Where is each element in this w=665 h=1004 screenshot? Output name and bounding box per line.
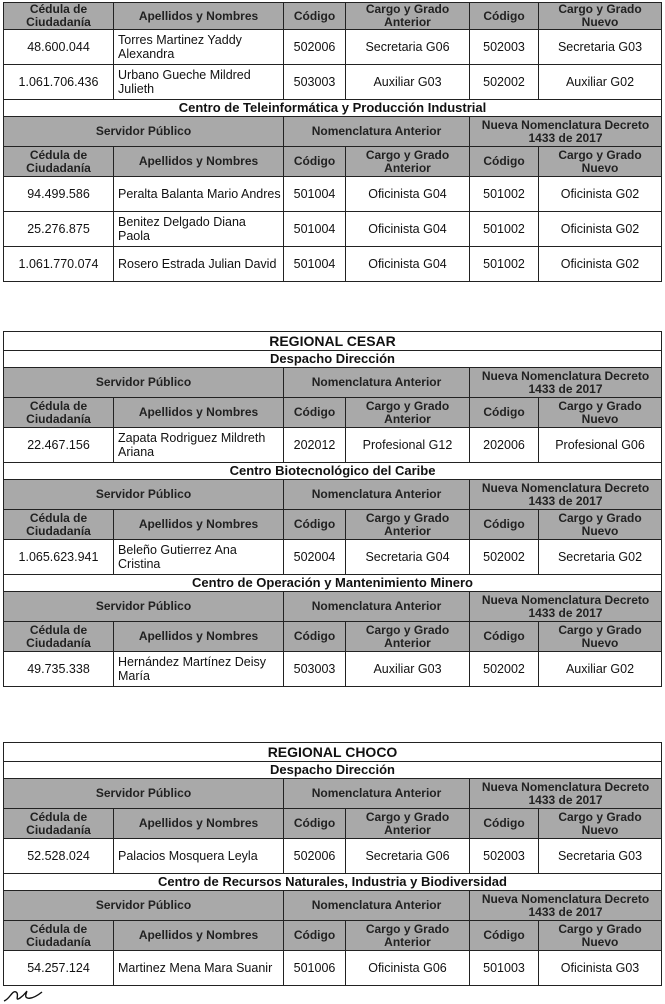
section-row [4,874,662,891]
header-codigo: Código [470,921,539,951]
header-cedula: Cédula de Ciudadanía [4,921,114,951]
header-servidor: Servidor Público [4,368,284,398]
column-header-row [4,809,662,839]
regional-title: REGIONAL CHOCO [4,743,662,762]
cell-codigo-nuevo: 202006 [470,428,539,463]
cell-nombre: Torres Martinez Yaddy Alexandra [114,30,284,65]
cell-codigo-anterior: 502004 [284,540,346,575]
cell-cedula: 52.528.024 [4,839,114,874]
cell-codigo-anterior: 502006 [284,839,346,874]
table-row [4,247,662,282]
header-nomenclatura-anterior: Nomenclatura Anterior [284,891,470,921]
cell-cargo-anterior: Secretaria G06 [346,839,470,874]
table-row [4,652,662,687]
section-title: Despacho Dirección [4,351,662,368]
header-codigo: Código [284,398,346,428]
cell-cargo-anterior: Auxiliar G03 [346,65,470,100]
header-cedula: Cédula de Ciudadanía [4,622,114,652]
cell-cargo-nuevo: Oficinista G02 [539,247,662,282]
cell-cargo-anterior: Secretaria G04 [346,540,470,575]
cell-codigo-anterior: 502006 [284,30,346,65]
header-codigo: Código [284,622,346,652]
group-header-row [4,480,662,510]
header-apellidos: Apellidos y Nombres [114,510,284,540]
cell-cargo-nuevo: Secretaria G03 [539,30,662,65]
group-header-row [4,891,662,921]
cell-codigo-nuevo: 502003 [470,839,539,874]
table-row [4,839,662,874]
header-cedula: Cédula de Ciudadanía [4,398,114,428]
cell-cedula: 22.467.156 [4,428,114,463]
group-header-row [4,117,662,147]
header-cargo-nuevo: Cargo y Grado Nuevo [539,3,662,30]
header-cargo-nuevo: Cargo y Grado Nuevo [539,398,662,428]
cell-codigo-anterior: 501006 [284,951,346,986]
cell-cargo-nuevo: Oficinista G03 [539,951,662,986]
cell-cargo-nuevo: Secretaria G02 [539,540,662,575]
header-nueva-nomenclatura: Nueva Nomenclatura Decreto 1433 de 2017 [470,891,662,921]
cell-nombre: Palacios Mosquera Leyla [114,839,284,874]
section-row [4,100,662,117]
header-cedula: Cédula de Ciudadanía [4,147,114,177]
header-nomenclatura-anterior: Nomenclatura Anterior [284,779,470,809]
header-nomenclatura-anterior: Nomenclatura Anterior [284,480,470,510]
cell-codigo-anterior: 503003 [284,65,346,100]
cell-codigo-nuevo: 501002 [470,212,539,247]
header-cargo-nuevo: Cargo y Grado Nuevo [539,921,662,951]
cell-cargo-anterior: Oficinista G04 [346,212,470,247]
header-nueva-nomenclatura: Nueva Nomenclatura Decreto 1433 de 2017 [470,779,662,809]
header-codigo: Código [284,921,346,951]
cell-cedula: 49.735.338 [4,652,114,687]
column-header-row [4,510,662,540]
cell-codigo-anterior: 501004 [284,212,346,247]
cell-codigo-nuevo: 502003 [470,30,539,65]
cell-cedula: 1.061.706.436 [4,65,114,100]
header-nomenclatura-anterior: Nomenclatura Anterior [284,117,470,147]
cell-cargo-nuevo: Oficinista G02 [539,177,662,212]
table-row [4,212,662,247]
group-header-row [4,368,662,398]
group-header-row [4,779,662,809]
cell-cargo-nuevo: Oficinista G02 [539,212,662,247]
header-cargo-anterior: Cargo y Grado Anterior [346,921,470,951]
header-cargo-nuevo: Cargo y Grado Nuevo [539,510,662,540]
cell-cargo-nuevo: Profesional G06 [539,428,662,463]
header-cargo-nuevo: Cargo y Grado Nuevo [539,809,662,839]
cell-nombre: Rosero Estrada Julian David [114,247,284,282]
header-codigo: Código [470,147,539,177]
header-nueva-nomenclatura: Nueva Nomenclatura Decreto 1433 de 2017 [470,117,662,147]
cell-codigo-nuevo: 501003 [470,951,539,986]
header-servidor: Servidor Público [4,592,284,622]
cell-codigo-anterior: 202012 [284,428,346,463]
header-apellidos: Apellidos y Nombres [114,398,284,428]
header-servidor: Servidor Público [4,779,284,809]
header-apellidos: Apellidos y Nombres [114,809,284,839]
header-cargo-anterior: Cargo y Grado Anterior [346,809,470,839]
cell-cedula: 1.061.770.074 [4,247,114,282]
cell-codigo-nuevo: 502002 [470,65,539,100]
header-apellidos: Apellidos y Nombres [114,3,284,30]
section-row [4,762,662,779]
header-cargo-nuevo: Cargo y Grado Nuevo [539,147,662,177]
header-codigo: Código [470,809,539,839]
header-cargo-anterior: Cargo y Grado Anterior [346,3,470,30]
cell-nombre: Peralta Balanta Mario Andres [114,177,284,212]
cell-codigo-anterior: 501004 [284,177,346,212]
header-apellidos: Apellidos y Nombres [114,921,284,951]
table-row [4,951,662,986]
cell-cedula: 54.257.124 [4,951,114,986]
header-nueva-nomenclatura: Nueva Nomenclatura Decreto 1433 de 2017 [470,480,662,510]
table-row [4,540,662,575]
header-nomenclatura-anterior: Nomenclatura Anterior [284,368,470,398]
header-cedula: Cédula de Ciudadanía [4,3,114,30]
cell-cargo-anterior: Oficinista G04 [346,247,470,282]
signature-mark [2,986,46,1004]
cell-cargo-nuevo: Auxiliar G02 [539,652,662,687]
cell-codigo-anterior: 501004 [284,247,346,282]
cell-cargo-nuevo: Secretaria G03 [539,839,662,874]
column-header-row [4,147,662,177]
table-regional-choco [3,742,662,986]
header-codigo: Código [470,3,539,30]
cell-cargo-anterior: Auxiliar G03 [346,652,470,687]
regional-title: REGIONAL CESAR [4,332,662,351]
table-row [4,30,662,65]
section-title: Centro de Teleinformática y Producción Industrial [4,100,662,117]
column-header-row [4,921,662,951]
header-apellidos: Apellidos y Nombres [114,622,284,652]
header-nueva-nomenclatura: Nueva Nomenclatura Decreto 1433 de 2017 [470,592,662,622]
column-header-row [4,622,662,652]
header-codigo: Código [284,510,346,540]
header-cargo-anterior: Cargo y Grado Anterior [346,147,470,177]
section-title: Despacho Dirección [4,762,662,779]
cell-codigo-nuevo: 501002 [470,177,539,212]
header-cargo-anterior: Cargo y Grado Anterior [346,510,470,540]
header-codigo: Código [470,510,539,540]
cell-nombre: Urbano Gueche Mildred Julieth [114,65,284,100]
cell-codigo-nuevo: 502002 [470,540,539,575]
header-codigo: Código [284,3,346,30]
cell-cargo-anterior: Secretaria G06 [346,30,470,65]
cell-nombre: Zapata Rodriguez Mildreth Ariana [114,428,284,463]
cell-cedula: 25.276.875 [4,212,114,247]
header-nomenclatura-anterior: Nomenclatura Anterior [284,592,470,622]
cell-cedula: 1.065.623.941 [4,540,114,575]
regional-title-row [4,743,662,762]
table-row [4,177,662,212]
header-apellidos: Apellidos y Nombres [114,147,284,177]
cell-codigo-anterior: 503003 [284,652,346,687]
cell-nombre: Beleño Gutierrez Ana Cristina [114,540,284,575]
header-cedula: Cédula de Ciudadanía [4,809,114,839]
table-row [4,65,662,100]
section-row [4,575,662,592]
column-header-row [4,3,662,30]
header-codigo: Código [470,398,539,428]
cell-cedula: 94.499.586 [4,177,114,212]
table-regional-cesar [3,331,662,687]
cell-cargo-nuevo: Auxiliar G02 [539,65,662,100]
cell-cargo-anterior: Profesional G12 [346,428,470,463]
section-title: Centro de Operación y Mantenimiento Minero [4,575,662,592]
header-servidor: Servidor Público [4,117,284,147]
section-row [4,351,662,368]
cell-nombre: Benitez Delgado Diana Paola [114,212,284,247]
header-cargo-anterior: Cargo y Grado Anterior [346,622,470,652]
header-servidor: Servidor Público [4,480,284,510]
cell-nombre: Martinez Mena Mara Suanir [114,951,284,986]
header-codigo: Código [284,809,346,839]
group-header-row [4,592,662,622]
cell-cargo-anterior: Oficinista G06 [346,951,470,986]
header-servidor: Servidor Público [4,891,284,921]
cell-cedula: 48.600.044 [4,30,114,65]
regional-title-row [4,332,662,351]
header-nueva-nomenclatura: Nueva Nomenclatura Decreto 1433 de 2017 [470,368,662,398]
section-title: Centro Biotecnológico del Caribe [4,463,662,480]
header-cargo-nuevo: Cargo y Grado Nuevo [539,622,662,652]
section-row [4,463,662,480]
column-header-row [4,398,662,428]
cell-codigo-nuevo: 501002 [470,247,539,282]
cell-nombre: Hernández Martínez Deisy María [114,652,284,687]
header-codigo: Código [470,622,539,652]
table-row [4,428,662,463]
cell-cargo-anterior: Oficinista G04 [346,177,470,212]
section-title: Centro de Recursos Naturales, Industria y Biodiversidad [4,874,662,891]
header-cargo-anterior: Cargo y Grado Anterior [346,398,470,428]
header-codigo: Código [284,147,346,177]
cell-codigo-nuevo: 502002 [470,652,539,687]
header-cedula: Cédula de Ciudadanía [4,510,114,540]
table-regional-continuation [3,2,662,282]
